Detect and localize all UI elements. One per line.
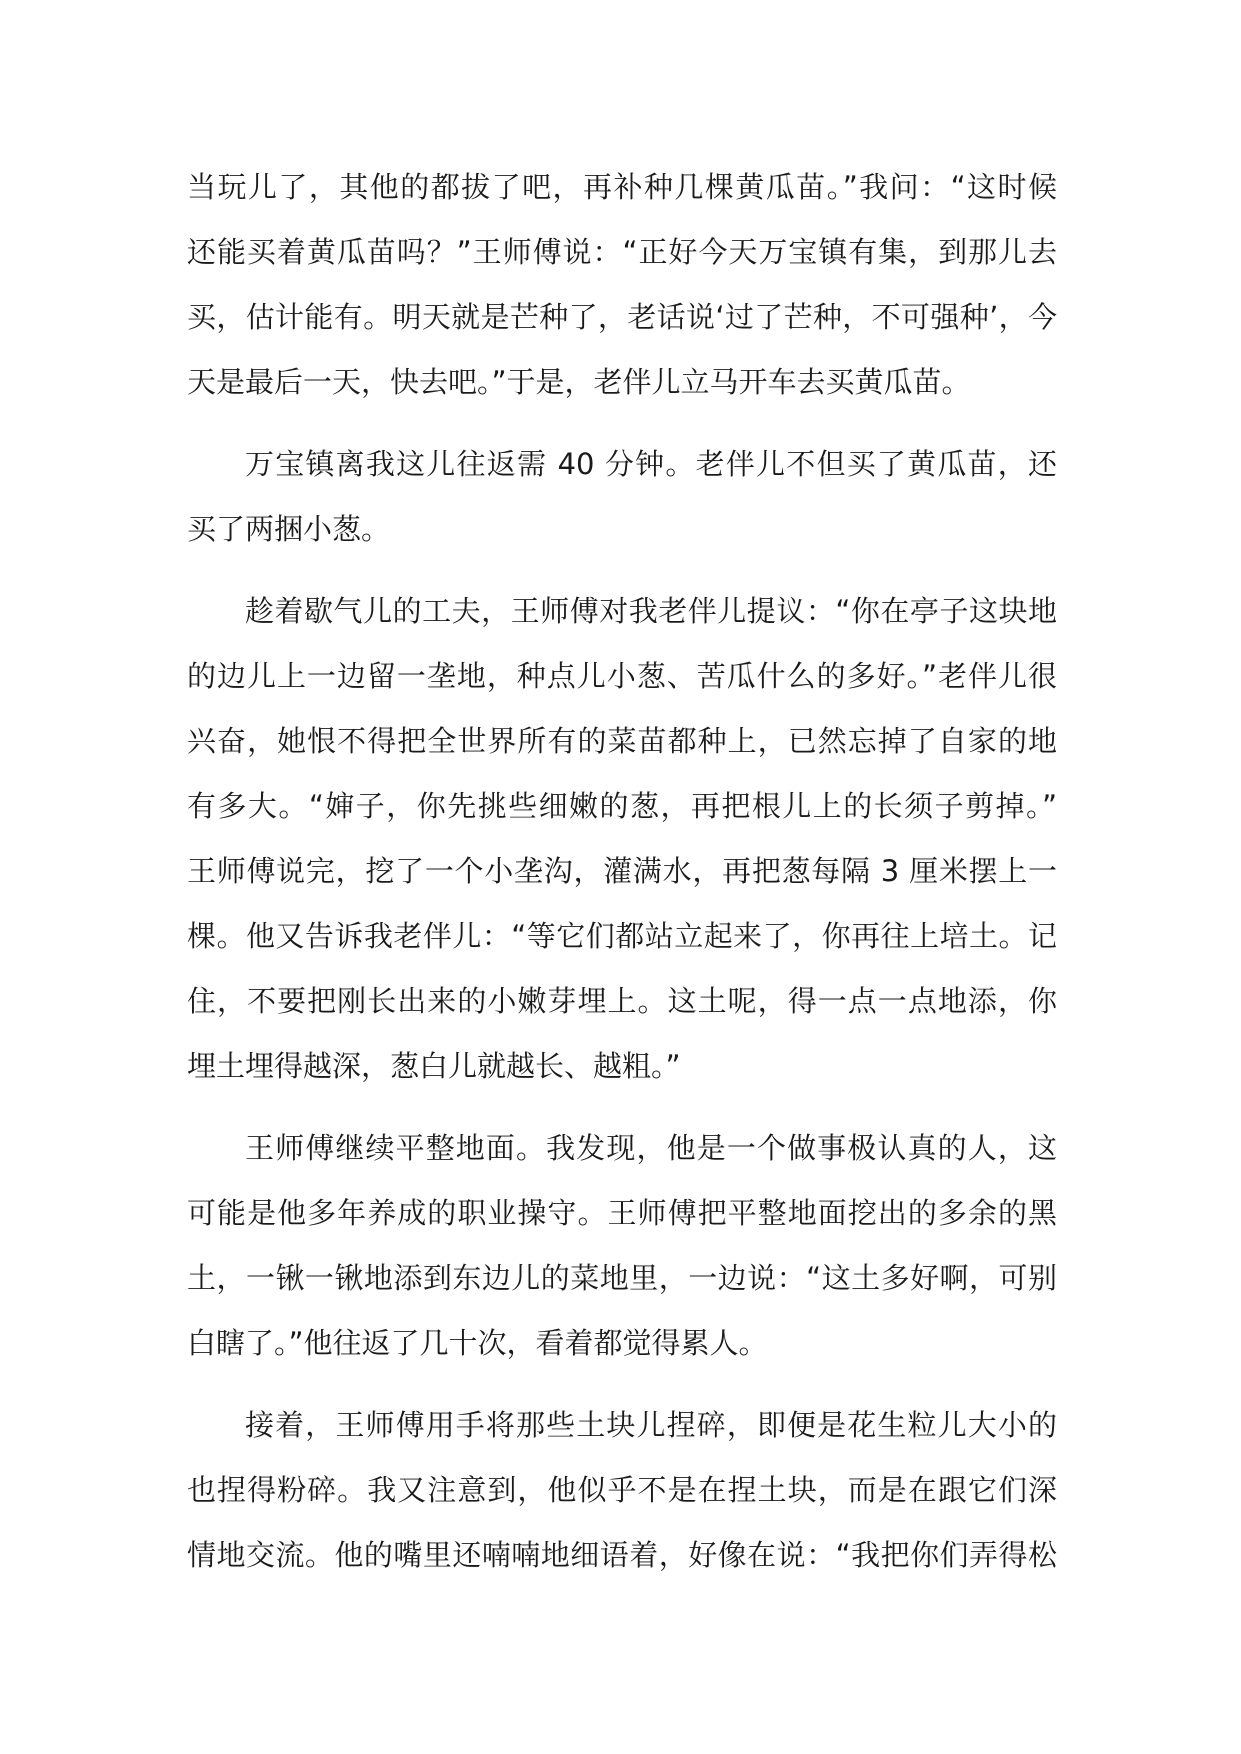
text-line: 情地交流。他的嘴里还喃喃地细语着，好像在说：“我把你们弄得松 [187,1538,1057,1572]
text-line: 天是最后一天，快去吧。”于是，老伴儿立马开车去买黄瓜苗。 [187,365,971,399]
text-line: 买了两捆小葱。 [187,512,391,546]
paragraph-4 [187,1116,1057,1376]
text-line: 也捏得粉碎。我又注意到，他似乎不是在捏土块，而是在跟它们深 [187,1473,1057,1507]
paragraph-5 [187,1393,1057,1588]
text-line: 万宝镇离我这儿往返需 40 分钟。老伴儿不但买了黄瓜苗，还 [245,447,1057,481]
text-line: 趁着歇气儿的工夫，王师傅对我老伴儿提议：“你在亭子这块地 [245,594,1057,628]
paragraph-2 [187,432,1057,562]
text-line: 当玩儿了，其他的都拔了吧，再补种几棵黄瓜苗。”我问：“这时候 [187,170,1057,204]
text-line: 兴奋，她恨不得把全世界所有的菜苗都种上，已然忘掉了自家的地 [187,724,1057,758]
text-line: 还能买着黄瓜苗吗？”王师傅说：“正好今天万宝镇有集，到那儿去 [187,235,1057,269]
text-line: 土，一锹一锹地添到东边儿的菜地里，一边说：“这土多好啊，可别 [187,1261,1057,1295]
text-line: 埋土埋得越深，葱白儿就越长、越粗。” [187,1049,681,1083]
paragraph-3 [187,579,1057,1099]
document-body [187,155,1057,1588]
text-line: 住，不要把刚长出来的小嫩芽埋上。这土呢，得一点一点地添，你 [187,984,1057,1018]
text-line: 王师傅继续平整地面。我发现，他是一个做事极认真的人，这 [245,1131,1057,1165]
text-line: 买，估计能有。明天就是芒种了，老话说‘过了芒种，不可强种’，今 [187,300,1057,334]
paragraph-1 [187,155,1057,415]
text-line: 棵。他又告诉我老伴儿：“等它们都站立起来了，你再往上培土。记 [187,919,1057,953]
text-line: 有多大。“婶子，你先挑些细嫩的葱，再把根儿上的长须子剪掉。” [187,789,1057,823]
text-line: 可能是他多年养成的职业操守。王师傅把平整地面挖出的多余的黑 [187,1196,1057,1230]
text-line: 白瞎了。”他往返了几十次，看着都觉得累人。 [187,1326,768,1360]
text-line: 王师傅说完，挖了一个小垄沟，灌满水，再把葱每隔 3 厘米摆上一 [187,854,1057,888]
text-line: 的边儿上一边留一垄地，种点儿小葱、苦瓜什么的多好。”老伴儿很 [187,659,1057,693]
text-line: 接着，王师傅用手将那些土块儿捏碎，即便是花生粒儿大小的 [245,1408,1057,1442]
